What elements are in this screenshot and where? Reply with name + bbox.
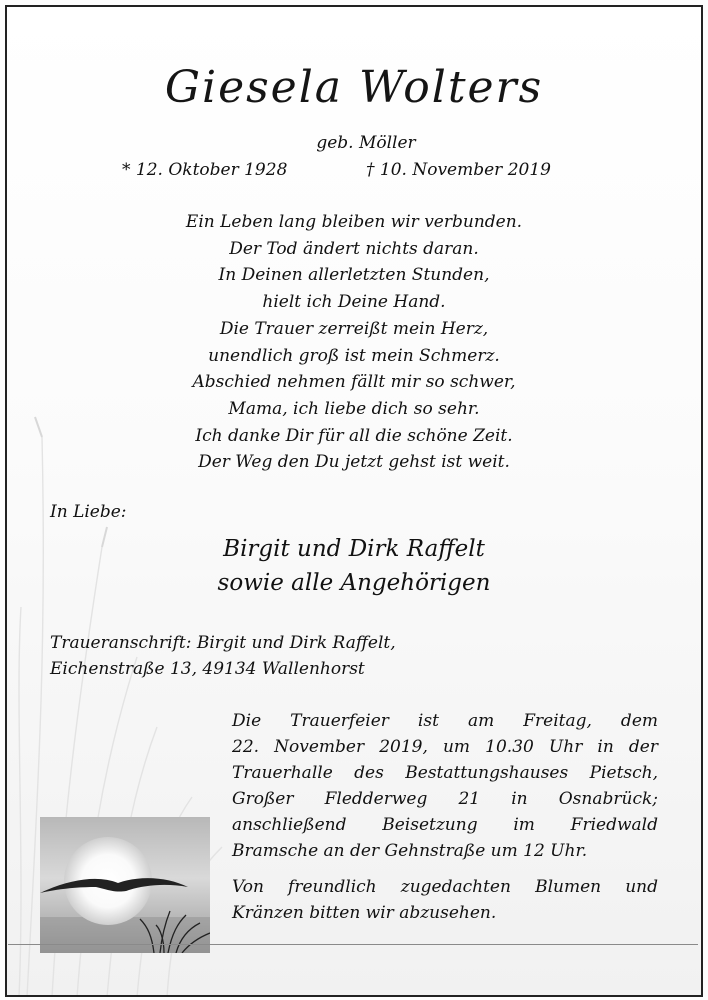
- poem-line: Ein Leben lang bleiben wir verbunden.: [185, 212, 523, 232]
- address-line: Traueranschrift: Birgit und Dirk Raffelt,: [50, 633, 396, 653]
- birth-name: geb. Möller: [316, 133, 416, 153]
- ceremony-line: 22. November 2019, um 10.30 Uhr in der: [232, 737, 658, 757]
- poem-line: hielt ich Deine Hand.: [262, 292, 446, 313]
- address-line: Eichenstraße 13, 49134 Wallenhorst: [50, 659, 365, 679]
- poem-line: Ich danke Dir für all die schöne Zeit.: [195, 425, 513, 446]
- birth-date: * 12. Oktober 1928: [122, 160, 288, 180]
- ceremony-line: Die Trauerfeier ist am Freitag, dem: [232, 711, 658, 731]
- ceremony-line: Bramsche an der Gehnstraße um 12 Uhr.: [232, 841, 588, 861]
- death-date: † 10. November 2019: [366, 160, 551, 180]
- poem-line: Die Trauer zerreißt mein Herz,: [219, 318, 489, 339]
- funeral-details: [232, 708, 658, 926]
- paragraph-gap: [232, 864, 658, 874]
- ceremony-line: anschließend Beisetzung im Friedwald: [232, 815, 658, 835]
- flowers-note-line: Kränzen bitten wir abzusehen.: [232, 903, 497, 923]
- poem-line: Der Tod ändert nichts daran.: [229, 238, 479, 259]
- mourner-line: Birgit und Dirk Raffelt: [223, 536, 485, 562]
- ceremony-line: Trauerhalle des Bestattungshauses Pietsch,: [232, 763, 658, 783]
- mourning-address: [50, 630, 396, 682]
- memorial-poem: [0, 209, 708, 476]
- signoff-text: In Liebe:: [50, 502, 127, 522]
- ceremony-line: Großer Fledderweg 21 in Osnabrück;: [232, 789, 658, 809]
- poem-line: Mama, ich liebe dich so sehr.: [228, 398, 480, 419]
- poem-line: Der Weg den Du jetzt gehst ist weit.: [198, 452, 510, 473]
- deceased-name: Giesela Wolters: [164, 62, 544, 113]
- bottom-divider: [8, 944, 698, 945]
- poem-line: unendlich groß ist mein Schmerz.: [208, 345, 500, 366]
- flowers-note-line: Von freundlich zugedachten Blumen und: [232, 877, 658, 897]
- mourner-line: sowie alle Angehörigen: [217, 570, 491, 596]
- poem-line: In Deinen allerletzten Stunden,: [218, 265, 490, 286]
- mourners-block: [0, 532, 708, 600]
- poem-line: Abschied nehmen fällt mir so schwer,: [192, 372, 516, 393]
- sunset-bird-photo: [40, 817, 210, 953]
